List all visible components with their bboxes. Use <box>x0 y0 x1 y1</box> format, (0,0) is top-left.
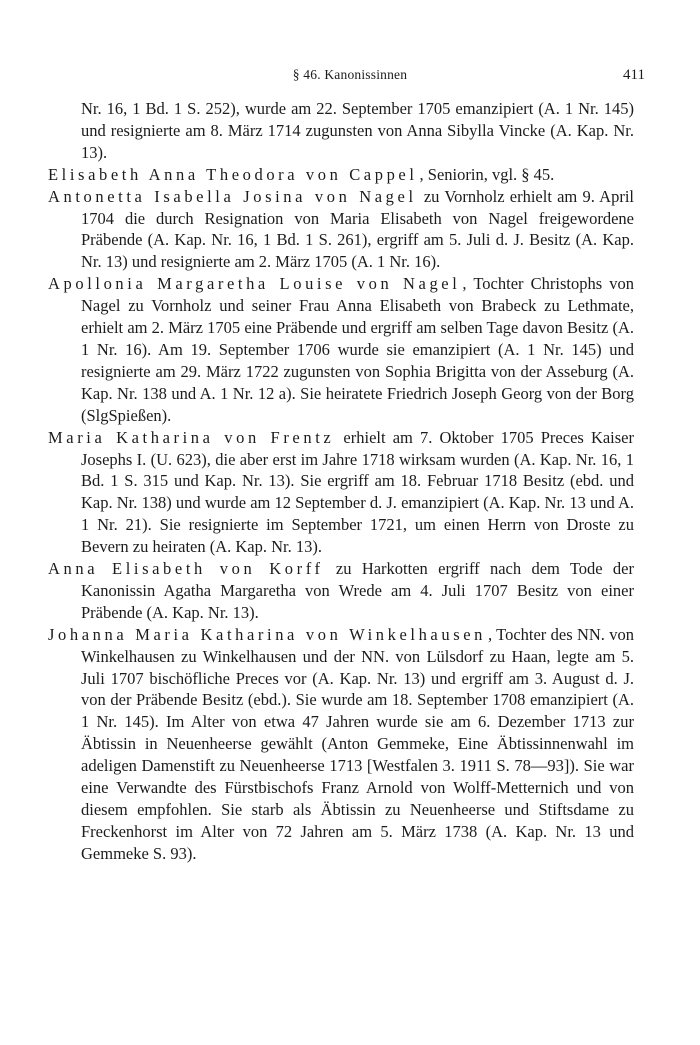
entry-text: zu Vornholz erhielt am 9. April 1704 die durch Resignation von Maria Elisabeth von Nagel freigewordene Präbende (A. Kap. Nr. 16, 1 Bd. 1 S. 261), ergriff am 5. Juli d. J. Besitz (A. Kap. Nr. 13) und resignierte am 2. März 1705 (A. 1 Nr. 16). <box>81 186 634 272</box>
entry-text: Nr. 16, 1 Bd. 1 S. 252), wurde am 22. September 1705 emanzipiert (A. 1 Nr. 145) und resignierte am 8. März 1714 zugunsten von Anna Sibylla Vincke (A. Kap. Nr. 13). <box>81 99 634 162</box>
entry-continuation <box>48 98 634 164</box>
entry-name: Anna Elisabeth von Korff <box>48 559 324 579</box>
entry-name: Johanna Maria Katharina von Winkelhausen <box>48 624 486 644</box>
entry-text: , Seniorin, vgl. § 45. <box>419 164 555 184</box>
page-header <box>55 64 645 86</box>
page-number: 411 <box>623 67 645 83</box>
running-head: § 46. Kanonissinnen <box>292 67 408 82</box>
entry-frentz <box>48 427 634 558</box>
page-body <box>48 98 634 865</box>
entry-text: zu Harkotten ergriff nach dem Tode der Kanonissin Agatha Margaretha von Wrede am 4. Juli 1707 Besitz von einer Präbende (A. Kap. Nr. 13). <box>81 559 635 622</box>
entry-name: Elisabeth Anna Theodora von Cappel <box>48 164 418 184</box>
entry-name: Apollonia Margaretha Louise von Nagel <box>48 274 461 294</box>
entry-name: Antonetta Isabella Josina von Nagel <box>48 186 417 206</box>
entry-text: , Tochter des NN. von Winkelhausen zu Winkelhausen und der NN. von Lülsdorf zu Haan, legte am 5. Juli 1707 bischöfliche Preces vor (A. Kap. Nr. 13) und ergriff am 3. August d. J. von der Präbende Besitz (ebd.). Sie wurde am 18. September 1708 emanzipiert (A. 1 Nr. 145). Im Alter von etwa 47 Jahren wurde sie am 6. Dezember 1713 zur Äbtissin in Neuenheerse gewählt (Anton Gemmeke, Eine Äbtissinnenwahl im adeligen Damenstift zu Neuenheerse 1713 [Westfalen 3. 1911 S. 78—93]). Sie war eine Verwandte des Fürstbischofs Franz Arnold von Wolff-Metternich und von diesem empfohlen. Sie starb als Äbtissin zu Neuenheerse und Stiftsdame zu Freckenhorst im Alter von 72 Jahren am 5. März 1738 (A. Kap. Nr. 13 und Gemmeke S. 93). <box>81 624 634 863</box>
entry-name: Maria Katharina von Frentz <box>48 427 335 447</box>
entry-text: erhielt am 7. Oktober 1705 Preces Kaiser Josephs I. (U. 623), die aber erst im Jahre 1718 wirksam wurden (A. Kap. Nr. 16, 1 Bd. 1 S. 315 und Kap. Nr. 13). Sie ergriff am 18. Februar 1718 Besitz (ebd. und Kap. Nr. 138) und wurde am 12 September d. J. emanzipiert (A. Kap. Nr. 13 und A. 1 Nr. 21). Sie resignierte im September 1721, um einen Herrn von Droste zu Bevern zu heiraten (A. Kap. Nr. 13). <box>81 427 635 557</box>
entry-antonetta-nagel <box>48 186 634 274</box>
entry-text: , Tochter Christophs von Nagel zu Vornholz und seiner Frau Anna Elisabeth von Brabeck zu Lethmate, erhielt am 2. März 1705 eine Präbende und ergriff am selben Tage davon Besitz (A. 1 Nr. 16). Am 19. September 1706 wurde sie emanzipiert (A. 1 Nr. 145) und resignierte am 29. März 1722 zugunsten von Sophia Brigitta von der Asseburg (A. Kap. Nr. 138 und A. 1 Nr. 12 a). Sie heiratete Friedrich Joseph Georg von der Borg (SlgSpießen). <box>81 274 634 425</box>
entry-cappel <box>48 164 634 186</box>
entry-korff <box>48 558 634 624</box>
entry-winkelhausen <box>48 624 634 865</box>
entry-apollonia-nagel <box>48 273 634 426</box>
